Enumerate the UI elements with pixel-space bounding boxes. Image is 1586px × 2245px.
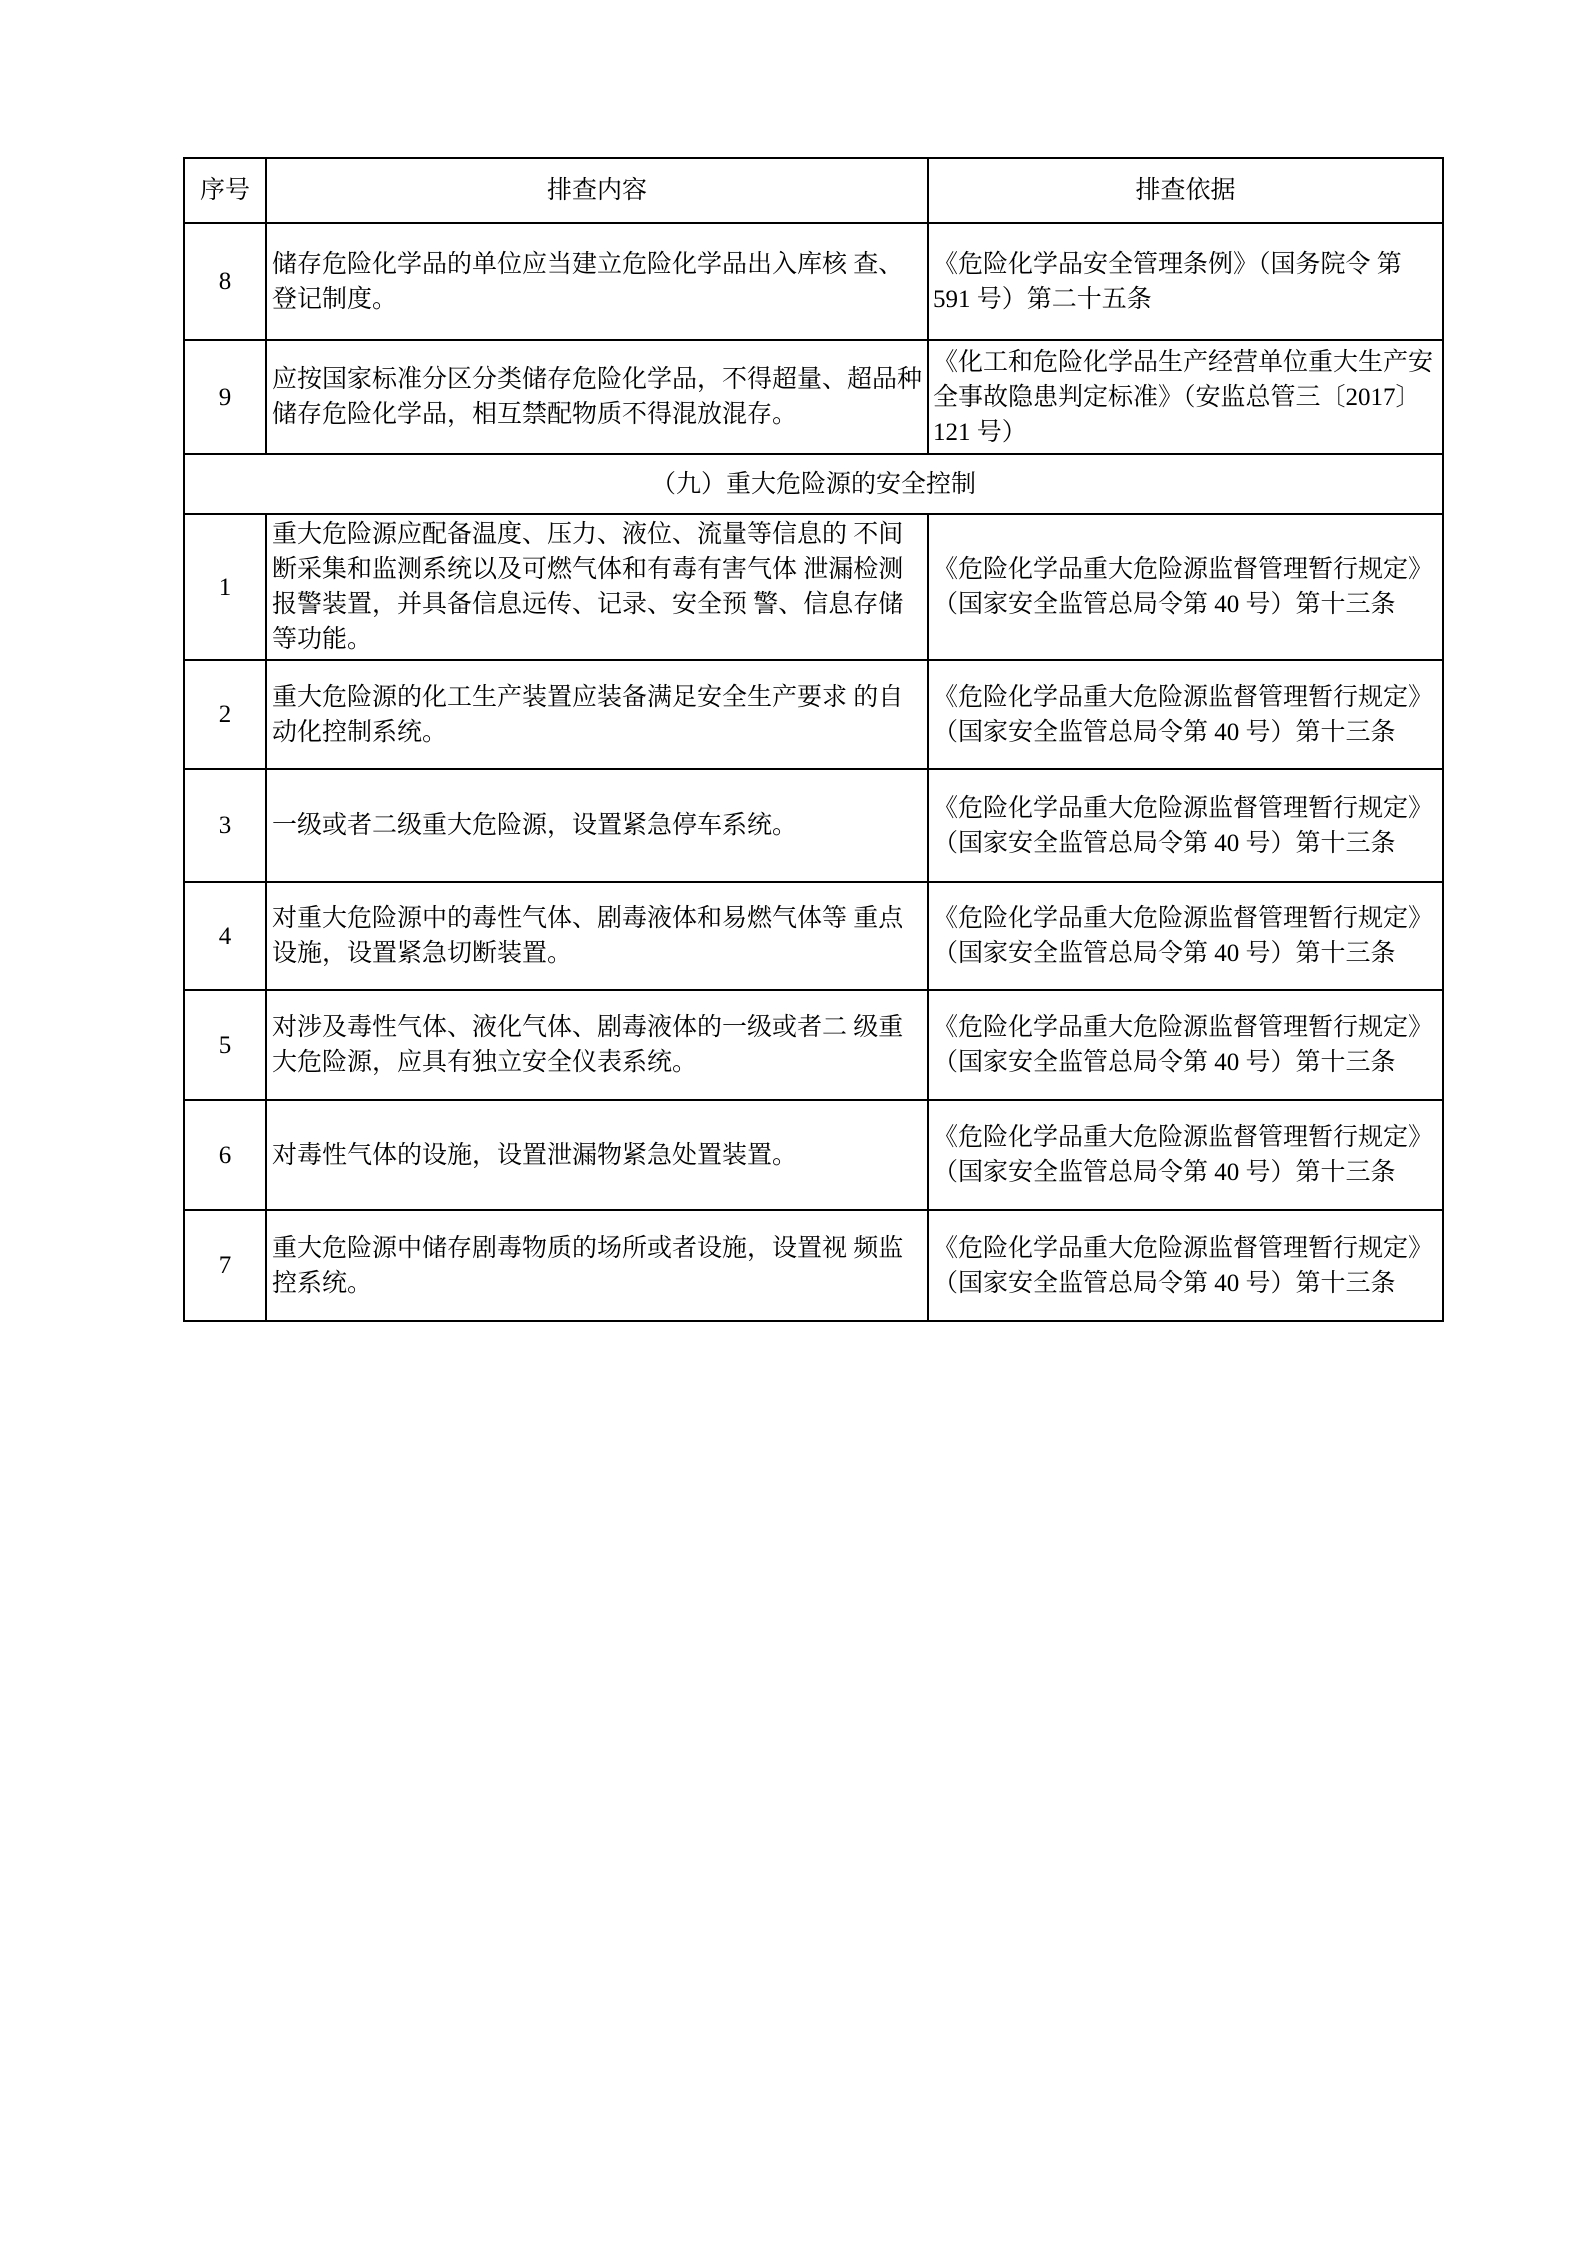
row-number-cell: 1 xyxy=(184,514,266,660)
table-row xyxy=(184,223,1443,340)
inspection-content-cell: 一级或者二级重大危险源，设置紧急停车系统。 xyxy=(266,769,928,882)
inspection-content-cell: 应按国家标准分区分类储存危险化学品，不得超量、超品种储存危险化学品，相互禁配物质不得混放混存。 xyxy=(266,340,928,454)
inspection-content-cell: 储存危险化学品的单位应当建立危险化学品出入库核 查、登记制度。 xyxy=(266,223,928,340)
table-header-row xyxy=(184,158,1443,223)
inspection-content-cell: 重大危险源应配备温度、压力、液位、流量等信息的 不间断采集和监测系统以及可燃气体和有毒有害气体 泄漏检测报警装置，并具备信息远传、记录、安全预 警、信息存储等功能。 xyxy=(266,514,928,660)
row-number-cell: 2 xyxy=(184,660,266,769)
inspection-basis-cell: 《化工和危险化学品生产经营单位重大生产安全事故隐患判定标准》（安监总管三〔2017〕121 号） xyxy=(928,340,1443,454)
inspection-content-cell: 重大危险源中储存剧毒物质的场所或者设施，设置视 频监控系统。 xyxy=(266,1210,928,1321)
inspection-basis-cell: 《危险化学品安全管理条例》（国务院令 第 591 号）第二十五条 xyxy=(928,223,1443,340)
inspection-basis-cell: 《危险化学品重大危险源监督管理暂行规定》（国家安全监管总局令第 40 号）第十三条 xyxy=(928,514,1443,660)
section-title: （九）重大危险源的安全控制 xyxy=(184,454,1443,514)
table-row xyxy=(184,769,1443,882)
row-number-cell: 3 xyxy=(184,769,266,882)
table-row xyxy=(184,660,1443,769)
table-row xyxy=(184,990,1443,1100)
inspection-content-cell: 对重大危险源中的毒性气体、剧毒液体和易燃气体等 重点设施，设置紧急切断装置。 xyxy=(266,882,928,990)
row-number-cell: 5 xyxy=(184,990,266,1100)
row-number-cell: 7 xyxy=(184,1210,266,1321)
inspection-content-cell: 对毒性气体的设施，设置泄漏物紧急处置装置。 xyxy=(266,1100,928,1210)
table-row xyxy=(184,340,1443,454)
inspection-content-cell: 对涉及毒性气体、液化气体、剧毒液体的一级或者二 级重大危险源，应具有独立安全仪表系统。 xyxy=(266,990,928,1100)
inspection-checklist-table xyxy=(183,157,1444,1322)
inspection-basis-cell: 《危险化学品重大危险源监督管理暂行规定》（国家安全监管总局令第 40 号）第十三条 xyxy=(928,660,1443,769)
row-number-cell: 9 xyxy=(184,340,266,454)
section-header-row xyxy=(184,454,1443,514)
inspection-basis-cell: 《危险化学品重大危险源监督管理暂行规定》（国家安全监管总局令第 40 号）第十三条 xyxy=(928,769,1443,882)
header-cell-basis: 排查依据 xyxy=(928,158,1443,223)
row-number-cell: 8 xyxy=(184,223,266,340)
inspection-basis-cell: 《危险化学品重大危险源监督管理暂行规定》（国家安全监管总局令第 40 号）第十三条 xyxy=(928,1210,1443,1321)
row-number-cell: 6 xyxy=(184,1100,266,1210)
row-number-cell: 4 xyxy=(184,882,266,990)
header-cell-number: 序号 xyxy=(184,158,266,223)
table-row xyxy=(184,1210,1443,1321)
header-cell-content: 排查内容 xyxy=(266,158,928,223)
table-row xyxy=(184,1100,1443,1210)
table-row xyxy=(184,514,1443,660)
table-row xyxy=(184,882,1443,990)
inspection-basis-cell: 《危险化学品重大危险源监督管理暂行规定》（国家安全监管总局令第 40 号）第十三条 xyxy=(928,990,1443,1100)
inspection-content-cell: 重大危险源的化工生产装置应装备满足安全生产要求 的自动化控制系统。 xyxy=(266,660,928,769)
inspection-basis-cell: 《危险化学品重大危险源监督管理暂行规定》（国家安全监管总局令第 40 号）第十三条 xyxy=(928,1100,1443,1210)
inspection-basis-cell: 《危险化学品重大危险源监督管理暂行规定》（国家安全监管总局令第 40 号）第十三条 xyxy=(928,882,1443,990)
